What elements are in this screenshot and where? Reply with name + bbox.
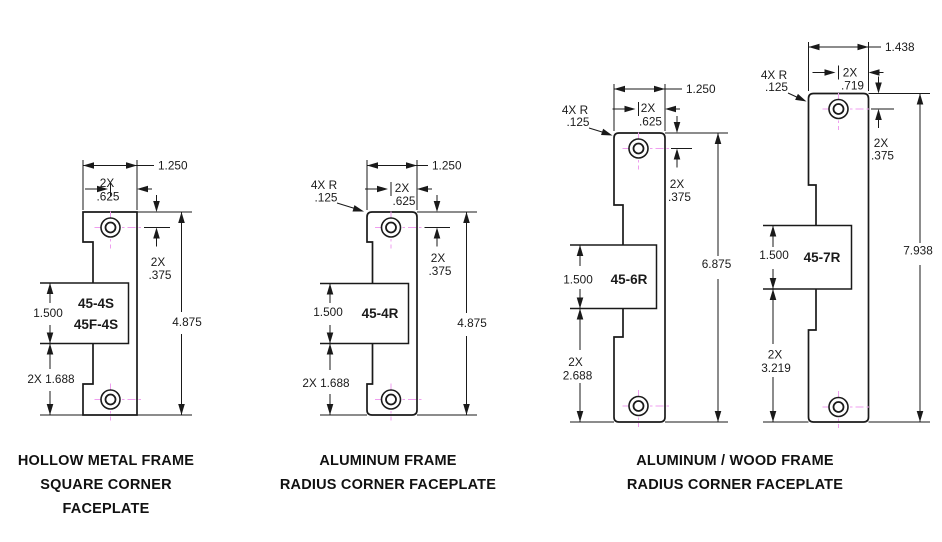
dim-label-labels-hole_y-0: 2X — [669, 177, 685, 191]
caption-line-2: RADIUS CORNER FACEPLATE — [279, 477, 497, 493]
dim-label-labels-hole_y-1: .375 — [871, 148, 894, 163]
dim-label-labels-height: 6.875 — [701, 257, 732, 271]
dim-label-labels-hole_y-0: 2X — [150, 255, 166, 269]
model-label-models-0: 45-6R — [610, 272, 648, 287]
dim-label-labels-hole_x-1: .625 — [96, 189, 120, 204]
dim-label-labels-hole_x-0: 2X — [842, 65, 858, 80]
hole-outer-circle — [629, 139, 648, 158]
dim-label-labels-hole_x-1: .625 — [639, 114, 662, 129]
caption-aluminum-frame — [276, 449, 500, 497]
dim-label-labels-height: 4.875 — [172, 315, 202, 329]
dim-arrow — [153, 228, 160, 247]
mounting-hole — [823, 93, 872, 130]
dim-label-labels-radius-1: .125 — [765, 80, 788, 94]
dim-label-labels-width: 1.438 — [885, 40, 915, 54]
caption-hollow-metal-frame — [0, 449, 212, 521]
drawing-45-4S — [27, 159, 202, 421]
dim-arrow — [367, 162, 378, 169]
dim-arrow — [869, 69, 884, 76]
dim-arrow — [614, 86, 625, 93]
dim-arrow — [875, 109, 882, 128]
dim-arrow — [813, 69, 836, 76]
caption-line-1: ALUMINUM FRAME — [319, 453, 457, 469]
caption-aluminum-wood-frame — [590, 449, 880, 497]
dim-arrow — [601, 129, 614, 139]
dim-label-labels-width: 1.250 — [158, 158, 188, 173]
dim-label-labels-lip: 1.500 — [33, 306, 63, 320]
model-label-models-0: 45-4S — [77, 296, 115, 311]
dim-label-labels-height: 7.938 — [903, 243, 933, 258]
dim-label-labels-bottom-1: 3.219 — [761, 361, 791, 375]
dim-arrow — [665, 106, 680, 113]
drawing-45-7R — [759, 40, 933, 428]
hole-outer-circle — [101, 390, 120, 409]
dim-label-labels-lip: 1.500 — [759, 248, 789, 262]
dim-arrow — [654, 86, 665, 93]
dim-label-labels-bottom-0: 2X — [767, 347, 783, 362]
dim-label-labels-radius-0: 4X R — [561, 103, 589, 117]
dim-arrow — [153, 195, 160, 212]
dim-arrow — [365, 186, 388, 193]
dim-label-labels-bottom-0: 2X 1.688 — [302, 376, 350, 390]
model-label-models-0: 45-4R — [361, 306, 399, 321]
dim-arrow — [406, 162, 417, 169]
dim-label-labels-hole_y-1: .375 — [148, 268, 172, 282]
dim-label-labels-hole_x-0: 2X — [640, 101, 656, 115]
dim-label-labels-radius-0: 4X R — [760, 68, 788, 82]
dim-label-labels-hole_y-1: .375 — [668, 190, 691, 204]
dim-label-labels-bottom-1: 2.688 — [562, 368, 593, 383]
model-label-models-1: 45F-4S — [73, 317, 119, 332]
dim-arrow — [875, 77, 882, 94]
dim-label-labels-bottom-0: 2X — [568, 355, 583, 369]
hole-outer-circle — [382, 218, 401, 237]
dim-label-labels-bottom-0: 2X 1.688 — [27, 372, 75, 386]
dim-label-labels-lip: 1.500 — [313, 305, 343, 319]
dim-label-labels-hole_x-0: 2X — [394, 181, 410, 195]
dim-label-labels-radius-1: .125 — [314, 190, 338, 205]
dim-label-labels-hole_y-0: 2X — [430, 251, 446, 265]
dim-label-labels-radius-1: .125 — [566, 115, 590, 129]
dim-label-labels-hole_y-1: .375 — [428, 264, 452, 278]
hole-outer-circle — [829, 398, 848, 417]
model-label-models-0: 45-7R — [803, 250, 841, 265]
dim-arrow — [83, 162, 94, 169]
dim-arrow — [126, 162, 137, 169]
drawing-45-6R — [562, 82, 732, 427]
dim-label-labels-lip: 1.500 — [563, 272, 593, 287]
dim-label-labels-height: 4.875 — [457, 316, 487, 330]
hole-outer-circle — [101, 218, 120, 237]
caption-line-2: SQUARE CORNER FACEPLATE — [40, 477, 172, 517]
dim-arrow — [795, 94, 808, 105]
dim-arrow — [613, 106, 636, 113]
dim-arrow — [417, 186, 432, 193]
dim-label-labels-hole_x-1: .719 — [841, 78, 864, 93]
dim-arrow — [674, 116, 681, 133]
caption-line-2: RADIUS CORNER FACEPLATE — [626, 477, 844, 493]
dim-arrow — [137, 186, 152, 193]
dim-arrow — [353, 205, 365, 215]
hole-outer-circle — [382, 390, 401, 409]
dim-label-labels-width: 1.250 — [432, 158, 462, 173]
hole-outer-circle — [829, 100, 848, 119]
dim-label-labels-width: 1.250 — [686, 82, 716, 96]
dim-arrow — [434, 195, 441, 212]
hole-outer-circle — [629, 397, 648, 416]
drawing-45-4R — [302, 159, 487, 421]
dim-arrow — [858, 44, 869, 51]
dim-arrow — [674, 149, 681, 168]
dim-label-labels-hole_x-1: .625 — [392, 194, 416, 208]
caption-line-1: HOLLOW METAL FRAME — [17, 453, 195, 469]
dim-arrow — [434, 228, 441, 247]
caption-line-1: ALUMINUM / WOOD FRAME — [636, 453, 834, 469]
dim-label-labels-hole_y-0: 2X — [873, 136, 889, 150]
dim-label-labels-hole_x-0: 2X — [99, 176, 115, 190]
dim-arrow — [809, 44, 820, 51]
dim-label-labels-radius-0: 4X R — [310, 178, 338, 192]
